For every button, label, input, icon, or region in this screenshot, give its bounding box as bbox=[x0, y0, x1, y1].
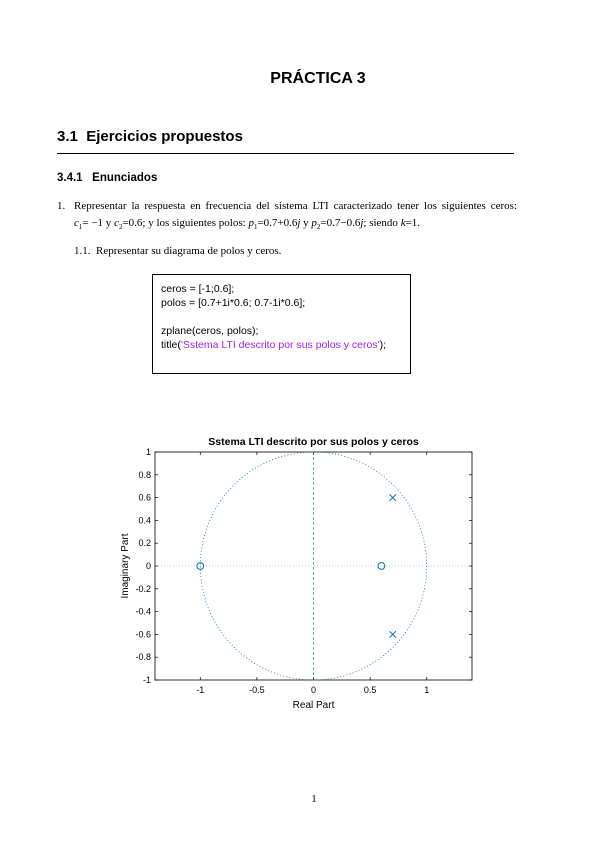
code-block bbox=[152, 274, 411, 374]
c1-value: = −1 y bbox=[82, 217, 115, 229]
x-tick-label: -0.5 bbox=[249, 685, 265, 695]
x-axis-label: Real Part bbox=[292, 700, 335, 711]
c2-value: =0.6; y los siguientes polos: bbox=[122, 217, 249, 229]
page-number: 1 bbox=[311, 793, 317, 805]
p1-symbol: p bbox=[248, 217, 254, 229]
section-heading bbox=[57, 128, 243, 145]
subsection-number: 3.4.1 bbox=[57, 172, 83, 184]
exercise-line-1: Representar la respuesta en frecuencia del sistema LTI caracterizado tener los siguientes ceros: bbox=[74, 200, 517, 212]
code-line-5 bbox=[161, 338, 402, 352]
p2-subscript: 2 bbox=[316, 223, 321, 232]
c2-symbol: c bbox=[114, 217, 119, 229]
subexercise-number: 1.1. bbox=[74, 245, 91, 257]
subexercise-text: Representar su diagrama de polos y ceros. bbox=[96, 245, 282, 257]
conj: y bbox=[300, 217, 312, 229]
section-title: Ejercicios propuestos bbox=[86, 128, 243, 145]
p1-subscript: 1 bbox=[253, 223, 258, 232]
x-tick-label: 0.5 bbox=[363, 685, 377, 695]
y-tick-label: -1 bbox=[142, 675, 151, 685]
code-line-3 bbox=[161, 310, 402, 324]
code-line-2: polos = [0.7+1i*0.6; 0.7-1i*0.6]; bbox=[161, 297, 306, 309]
y-tick-label: 0.4 bbox=[138, 515, 151, 526]
page-title: PRÁCTICA 3 bbox=[270, 70, 366, 87]
k-value: =1. bbox=[405, 217, 421, 229]
exercise-line-2 bbox=[74, 215, 517, 236]
code-line-5-prefix: title( bbox=[161, 339, 181, 351]
chart-title: Sstema LTI descrito por sus polos y ceros bbox=[208, 436, 419, 448]
y-axis-label: Imaginary Part bbox=[120, 533, 131, 599]
p2-value: =0.7−0.6 bbox=[320, 217, 361, 229]
pole-marker bbox=[390, 631, 396, 637]
pole-marker bbox=[390, 494, 396, 500]
y-tick-label: -0.8 bbox=[135, 652, 151, 663]
code-line-1: ceros = [-1;0.6]; bbox=[161, 283, 235, 295]
x-tick-label: 1 bbox=[424, 685, 430, 695]
c2-subscript: 2 bbox=[118, 223, 123, 232]
section-rule bbox=[57, 153, 514, 154]
p1-value: =0.7+0.6 bbox=[257, 217, 298, 229]
code-line-4: zplane(ceros, polos); bbox=[161, 325, 259, 337]
j-symbol-1: j bbox=[297, 217, 301, 229]
exercise-1 bbox=[57, 198, 517, 236]
subsection-heading bbox=[57, 172, 157, 184]
c1-subscript: 1 bbox=[78, 223, 83, 232]
pole-zero-plot bbox=[112, 430, 492, 730]
y-tick-label: -0.4 bbox=[135, 606, 151, 617]
exercise-number: 1. bbox=[57, 200, 66, 212]
y-tick-label: 0 bbox=[145, 561, 151, 571]
j-symbol-2: j bbox=[360, 217, 364, 229]
subexercise-1-1 bbox=[74, 243, 514, 260]
subsection-title: Enunciados bbox=[92, 172, 158, 184]
y-tick-label: 1 bbox=[145, 447, 151, 457]
x-tick-label: 0 bbox=[310, 685, 317, 695]
code-line-5-suffix: ); bbox=[379, 339, 386, 351]
c1-symbol: c bbox=[74, 217, 79, 229]
code-string-literal: 'Sstema LTI descrito por sus polos y ceros' bbox=[180, 339, 380, 351]
p2-symbol: p bbox=[311, 217, 317, 229]
y-tick-label: 0.8 bbox=[138, 469, 151, 480]
section-number: 3.1 bbox=[57, 128, 78, 145]
y-tick-label: -0.6 bbox=[135, 629, 151, 640]
axes-frame bbox=[155, 452, 472, 680]
k-text: ; siendo bbox=[363, 217, 401, 229]
k-symbol: k bbox=[400, 217, 406, 229]
y-tick-label: 0.6 bbox=[138, 492, 151, 503]
x-tick-label: -1 bbox=[196, 685, 205, 695]
y-tick-label: -0.2 bbox=[135, 583, 151, 594]
y-tick-label: 0.2 bbox=[138, 538, 151, 549]
